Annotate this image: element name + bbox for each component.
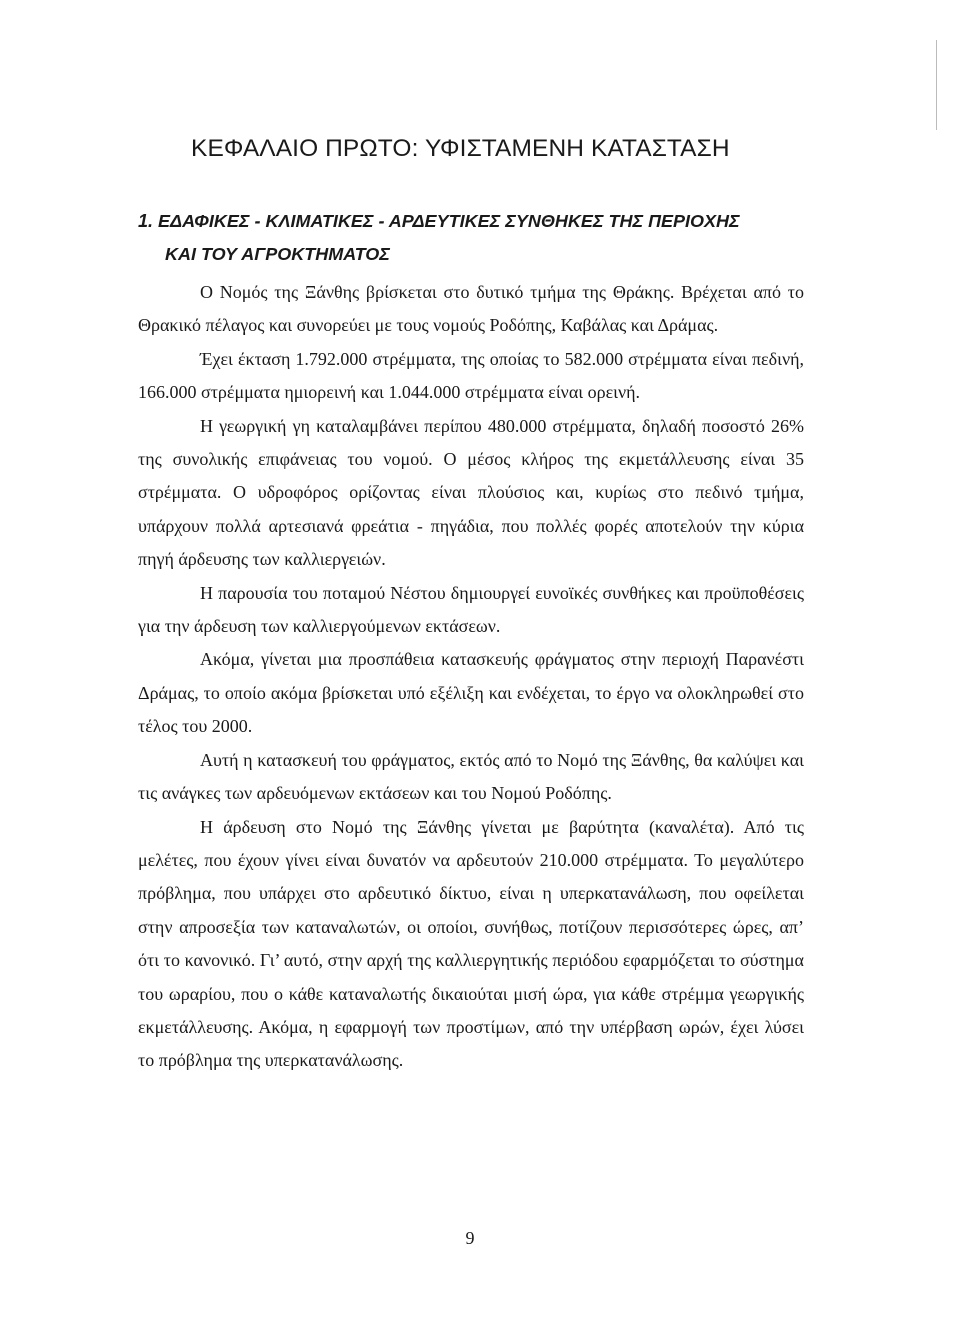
paragraph-location: Ο Νομός της Ξάνθης βρίσκεται στο δυτικό τμήμα της Θράκης. Βρέχεται από το Θρακικό πέλαγος και συνορεύει με τους νομούς Ροδόπης, Καβάλας και Δράμας. (138, 282, 804, 336)
scan-edge-line (936, 40, 937, 130)
section-heading-line-2: ΚΑΙ ΤΟΥ ΑΓΡΟΚΤΗΜΑΤΟΣ (165, 244, 390, 264)
section-heading-line-1: 1. ΕΔΑΦΙΚΕΣ - ΚΛΙΜΑΤΙΚΕΣ - ΑΡΔΕΥΤΙΚΕΣ ΣΥΝΘΗΚΕΣ ΤΗΣ ΠΕΡΙΟΧΗΣ (138, 211, 740, 231)
chapter-title: ΚΕΦΑΛΑΙΟ ΠΡΩΤΟ: ΥΦΙΣΤΑΜΕΝΗ ΚΑΤΑΣΤΑΣΗ (191, 135, 730, 162)
paragraph-dam-coverage: Αυτή η κατασκευή του φράγματος, εκτός από το Νομό της Ξάνθης, θα καλύψει και τις ανάγκες των αρδευόμενων εκτάσεων και του Νομού Ροδόπης. (138, 749, 804, 804)
page-number: 9 (465, 1228, 475, 1248)
paragraph-agricultural-land: Η γεωργική γη καταλαμβάνει περίπου 480.000 στρέμματα, δηλαδή ποσοστό 26% της συνολικής επιφάνειας του νομού. Ο μέσος κλήρος της εκμετάλλευσης είναι 35 στρέμματα. Ο υδροφόρος ορίζοντας είναι πλούσιος και, κυρίως στο πεδινό τμήμα, υπάρχουν πολλά αρτεσιανά φρεάτια - πηγάδια, που πολλές φορές αποτελούν την κύρια πηγή άρδευσης των καλλιεργειών. (138, 415, 804, 570)
body-text (138, 276, 804, 1078)
section-heading (138, 205, 818, 271)
paragraph-irrigation: Η άρδευση στο Νομό της Ξάνθης γίνεται με βαρύτητα (καναλέτα). Από τις μελέτες, που έχουν γίνει είναι δυνατόν να αρδευτούν 210.000 στρέμματα. Το μεγαλύτερο πρόβλημα, που υπάρχει στο αρδευτικό δίκτυο, είναι η υπερκατανάλωση, που οφείλεται στην απροσεξία των καταναλωτών, οι οποίοι, συνήθως, ποτίζουν περισσότερες ώρες, απ’ ότι το κανονικό. Γι’ αυτό, στην αρχή της καλλιεργητικής περιόδου εφαρμόζεται το σύστημα του ωραρίου, που ο κάθε καταναλωτής δικαιούται μισή ώρα, για κάθε στρέμμα γεωργικής εκμετάλλευσης. Ακόμα, η εφαρμογή των προστίμων, από την υπέρβαση ωρών, έχει λύσει το πρόβλημα της υπερκατανάλωσης. (138, 816, 804, 1071)
paragraph-area: Έχει έκταση 1.792.000 στρέμματα, της οποίας το 582.000 στρέμματα είναι πεδινή, 166.000 στρέμματα ημιορεινή και 1.044.000 στρέμματα είναι ορεινή. (138, 348, 804, 403)
paragraph-nestos-river: Η παρουσία του ποταμού Νέστου δημιουργεί ευνοϊκές συνθήκες και προϋποθέσεις για την άρδευση των καλλιεργούμενων εκτάσεων. (138, 582, 804, 637)
paragraph-dam-construction: Ακόμα, γίνεται μια προσπάθεια κατασκευής φράγματος στην περιοχή Παρανέστι Δράμας, το οποίο ακόμα βρίσκεται υπό εξέλιξη και ενδέχεται, το έργο να ολοκληρωθεί στο τέλος του 2000. (138, 649, 804, 737)
